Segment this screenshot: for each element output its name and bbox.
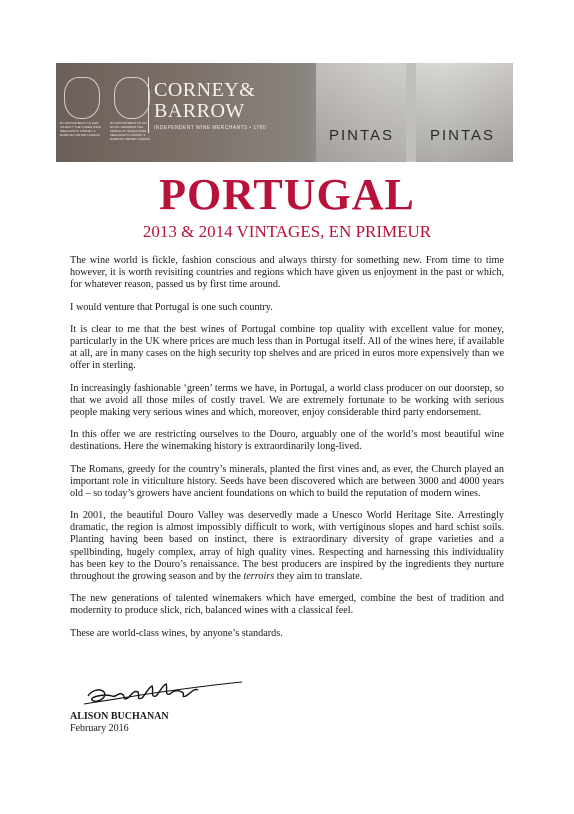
paragraph: The new generations of talented winemakers which have emerged, combine the best of tradition and modernity to produce slick, rich, balanced wines with a classical feel.: [70, 593, 504, 617]
handwritten-signature: [82, 674, 242, 712]
paragraph-text: In 2001, the beautiful Douro Valley was deservedly made a Unesco World Heritage Site. Arrestingly dramatic, the region is almost impossibly difficult to work, with vertiginous slopes and hard schist soils. Planting having been based on instinct, there is extraordinary diversity of grape varieties and a spellbinding, hugely complex, array of high quality vines. Respecting and harnessing this individuality has been key to the Douro’s renaissance. The best producers are inspired by the ingredients they nurture throughout the growing season and by the: [70, 510, 504, 582]
paragraph: The wine world is fickle, fashion conscious and always thirsty for something new. From time to time however, it is worth revisiting countries and regions which have given us enjoyment in the past or which, for whatever reason, passed us by first time around.: [70, 255, 504, 291]
paragraph: [70, 510, 504, 583]
bottle-image-2: [416, 63, 513, 162]
paragraph-italic: terroirs: [243, 570, 275, 582]
crest-text-1: BY APPOINTMENT TO HER MAJESTY THE QUEEN WINE MERCHANTS CORNEY & BARROW LIMITED LONDON: [60, 121, 101, 137]
brand-logo-line2: BARROW: [154, 100, 245, 122]
bottle-image-1: [316, 63, 406, 162]
brand-tagline: INDEPENDENT WINE MERCHANTS • 1780: [154, 125, 267, 131]
paragraph-text: they aim to translate.: [274, 570, 363, 582]
paragraph: In increasingly fashionable ‘green’ terms we have, in Portugal, a world class producer on our doorstep, so that we avoid all those miles of costly travel. We are extremely fortunate to be working with serious people making very serious wines and which, moreover, enjoy considerable third party endorsement.: [70, 382, 504, 418]
paragraph: I would venture that Portugal is one such country.: [70, 301, 273, 313]
royal-warrant-crest-icon: [64, 77, 100, 119]
letter-body: [70, 255, 504, 650]
author-name: ALISON BUCHANAN: [70, 711, 169, 722]
bottle-label-1: PINTAS: [329, 127, 395, 144]
page-title: PORTUGAL: [159, 170, 415, 219]
paragraph: It is clear to me that the best wines of Portugal combine top quality with excellent value for money, particularly in the UK where prices are much less than in Portugal itself. All of the wines here, if available at all, are in many cases on the high security top shelves and are priced in euros more expensively than we offer in sterling.: [70, 323, 504, 372]
header-banner: [56, 63, 513, 162]
brand-logo-line1: CORNEY&: [154, 79, 256, 101]
prince-of-wales-crest-icon: [114, 77, 150, 119]
letter-date: February 2016: [70, 723, 129, 734]
bottle-label-2: PINTAS: [430, 127, 496, 144]
banner-divider: [148, 77, 149, 133]
paragraph: The Romans, greedy for the country’s minerals, planted the first vines and, as ever, the Church played an important role in viticulture history. Seeds have been discovered which are between 3000 and 4000 years old – so today’s growers have ancient foundations on which to build the reputation of modern wines.: [70, 463, 504, 499]
paragraph: In this offer we are restricting ourselves to the Douro, arguably one of the world’s most beautiful wine destinations. Here the winemaking history is extraordinarily long-lived.: [70, 429, 504, 453]
crest-text-2: BY APPOINTMENT TO HIS ROYAL HIGHNESS THE PRINCE OF WALES WINE MERCHANTS CORNEY & BARROW LIMITED LONDON: [110, 121, 150, 141]
page-subtitle: 2013 & 2014 VINTAGES, EN PRIMEUR: [142, 222, 432, 241]
paragraph: These are world-class wines, by anyone’s standards.: [70, 627, 283, 639]
